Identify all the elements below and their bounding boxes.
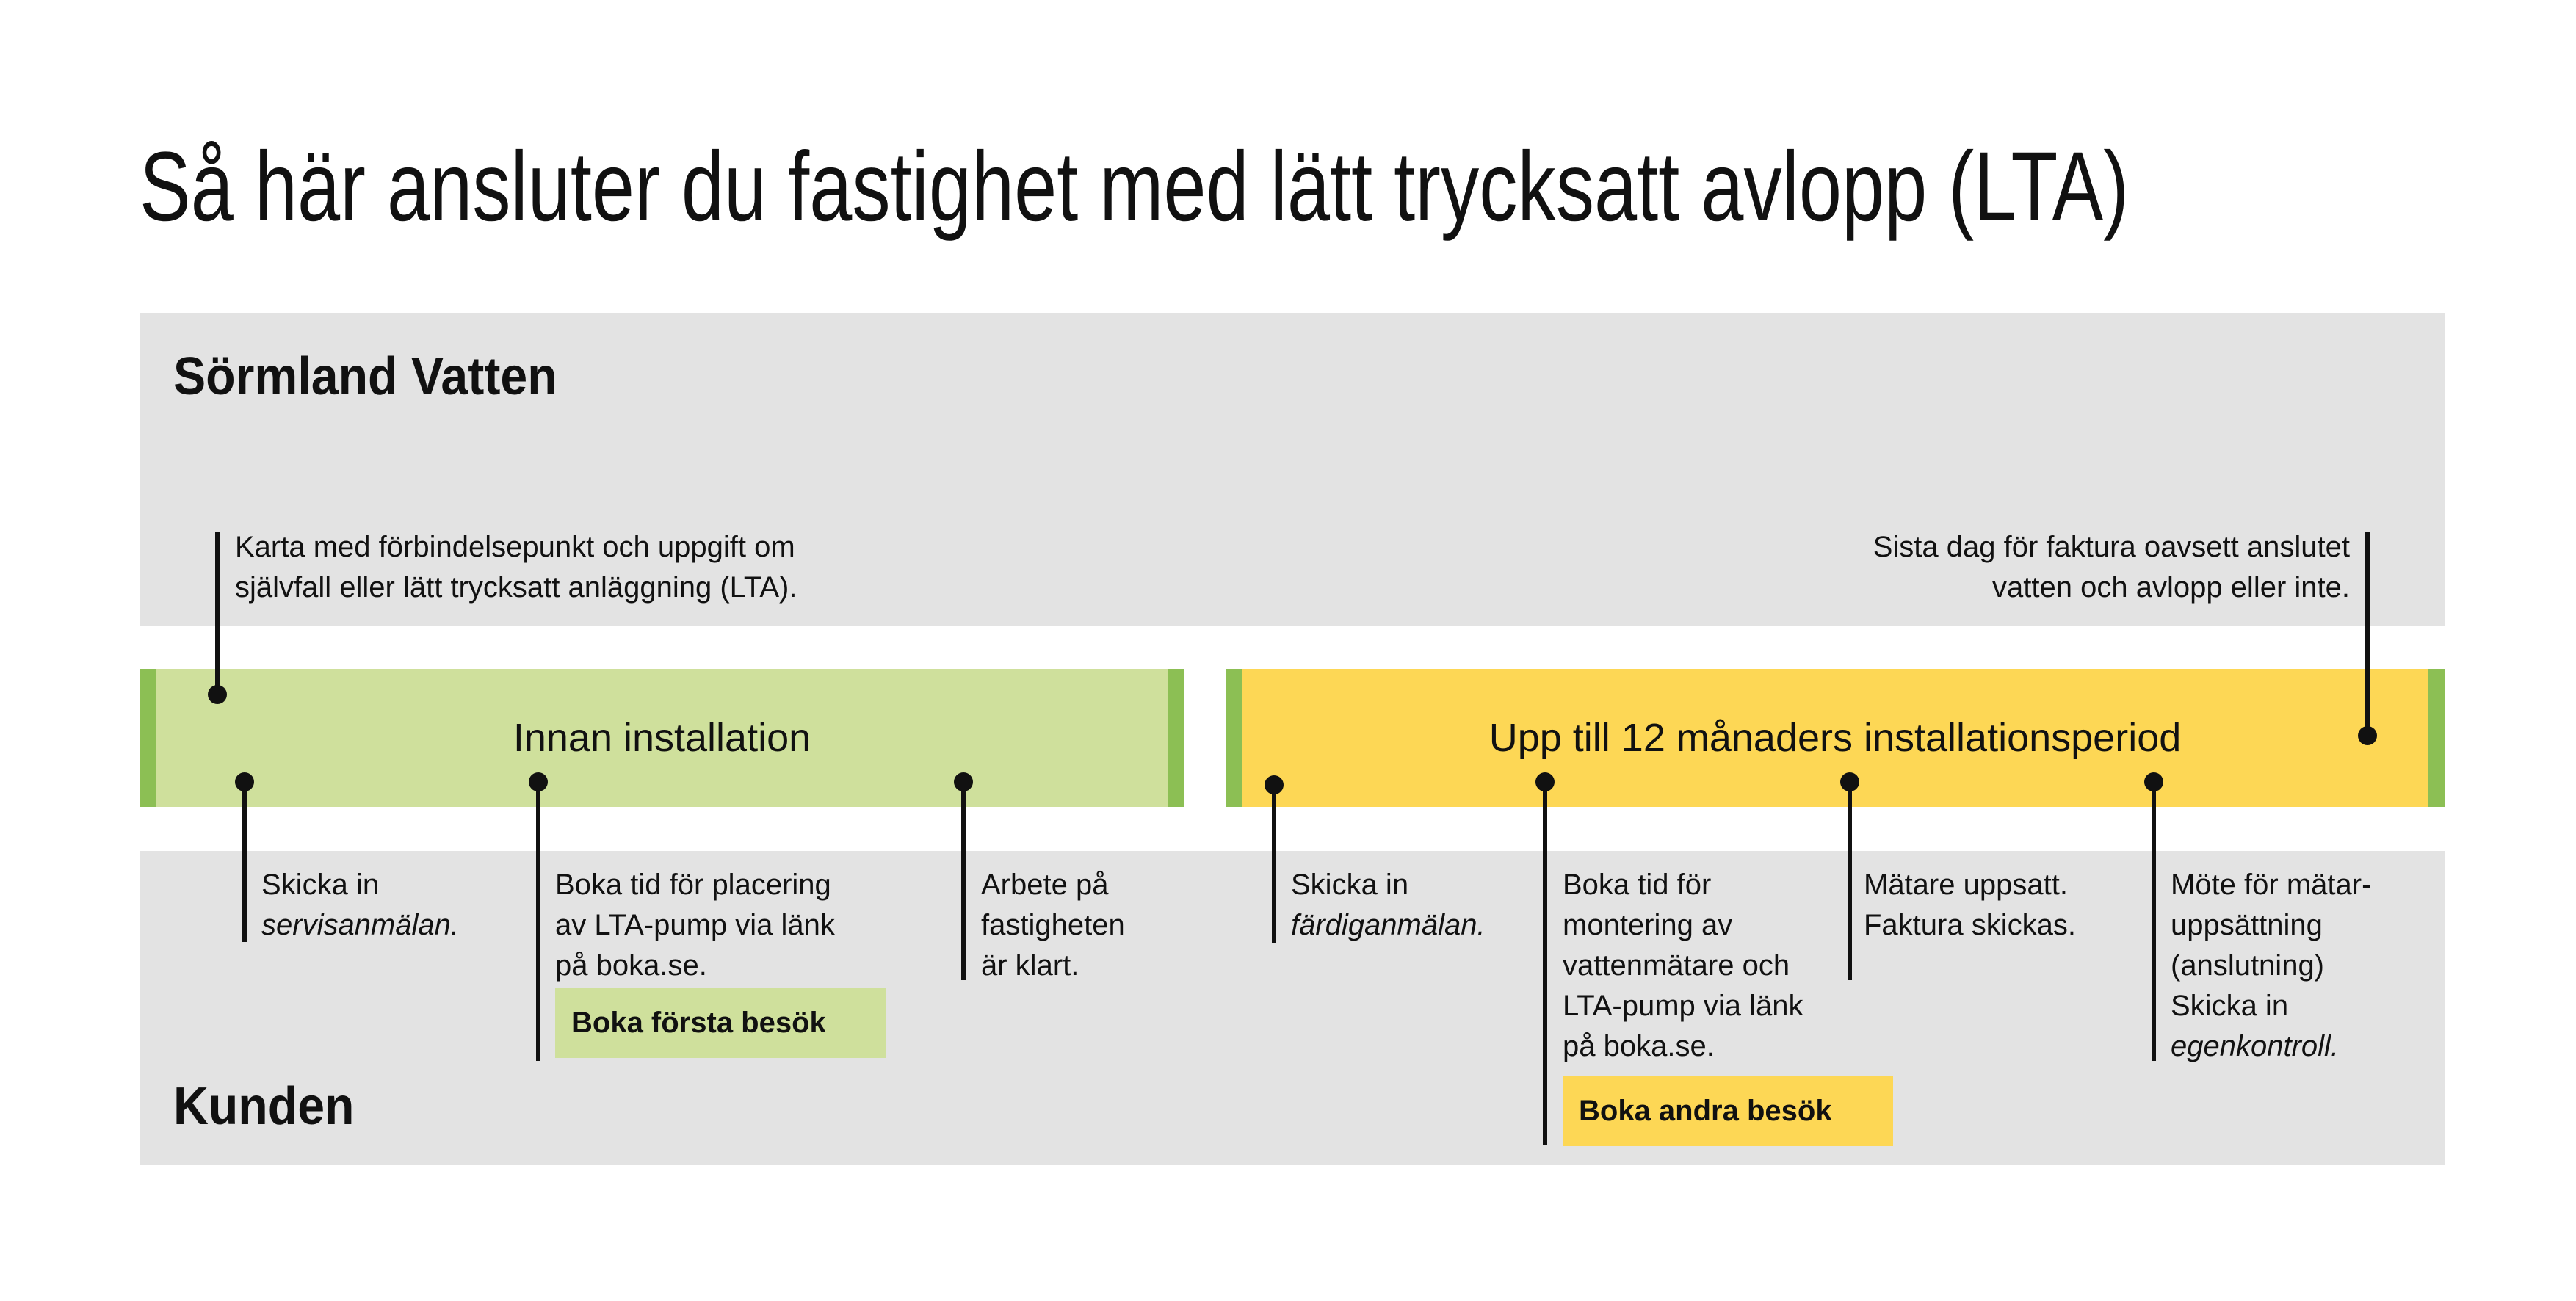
- marker-line-step-7: [2152, 782, 2156, 1061]
- phase-label-before: Innan installation: [513, 716, 811, 760]
- marker-dot-top-left: [208, 685, 227, 704]
- step-1-note: [261, 865, 459, 946]
- phase-cap-right: [1168, 669, 1184, 807]
- note-line: på boka.se.: [1563, 1030, 1715, 1062]
- marker-line-step-3: [961, 782, 966, 980]
- step-7-note: [2171, 865, 2371, 1067]
- note-line: Skicka in: [2171, 990, 2289, 1022]
- note-line: Möte för mätar-: [2171, 869, 2372, 901]
- note-line: fastigheten: [981, 909, 1125, 941]
- note-line: Sista dag för faktura oavsett anslutet: [1873, 531, 2350, 563]
- note-line: uppsättning: [2171, 909, 2323, 941]
- note-line: Karta med förbindelsepunkt och uppgift om: [235, 531, 795, 563]
- note-line: Skicka in: [261, 869, 380, 901]
- note-line: Faktura skickas.: [1864, 909, 2076, 941]
- note-line: självfall eller lätt trycksatt anläggning (LTA).: [235, 571, 797, 604]
- book-first-visit-button[interactable]: Boka första besök: [555, 988, 886, 1058]
- step-4-note: [1291, 865, 1486, 946]
- phase-label-during: Upp till 12 månaders installationsperiod: [1488, 716, 2182, 760]
- note-line: servisanmälan.: [261, 909, 460, 941]
- note-line: (anslutning): [2171, 949, 2325, 982]
- note-line: Arbete på: [981, 869, 1109, 901]
- marker-line-top-left: [215, 532, 220, 695]
- lane-label-bottom: Kunden: [173, 1077, 355, 1136]
- note-line: LTA-pump via länk: [1563, 990, 1803, 1022]
- phase-before-installation: [140, 669, 1184, 807]
- note-line: på boka.se.: [555, 949, 707, 982]
- note-top-right: [1689, 527, 2350, 608]
- note-line: egenkontroll.: [2171, 1030, 2340, 1062]
- note-top-left: [235, 527, 797, 608]
- step-3-note: [981, 865, 1125, 986]
- phase-cap-left: [140, 669, 156, 807]
- note-line: Skicka in: [1291, 869, 1409, 901]
- phase-installation-period: [1226, 669, 2445, 807]
- phase-cap-left: [1226, 669, 1242, 807]
- note-line: färdiganmälan.: [1291, 909, 1486, 941]
- note-line: Mätare uppsatt.: [1864, 869, 2068, 901]
- marker-line-step-5: [1543, 782, 1547, 1145]
- note-line: vattenmätare och: [1563, 949, 1790, 982]
- book-second-visit-button[interactable]: Boka andra besök: [1563, 1076, 1893, 1146]
- note-line: vatten och avlopp eller inte.: [1992, 571, 2350, 604]
- step-2-note: [555, 865, 835, 986]
- note-line: är klart.: [981, 949, 1079, 982]
- step-6-note: [1864, 865, 2076, 946]
- phase-cap-right: [2428, 669, 2445, 807]
- note-line: Boka tid för: [1563, 869, 1712, 901]
- note-line: Boka tid för placering: [555, 869, 831, 901]
- lane-label-top: Sörmland Vatten: [173, 347, 557, 406]
- note-line: montering av: [1563, 909, 1733, 941]
- marker-dot-top-right: [2358, 726, 2377, 745]
- marker-line-step-1: [242, 782, 247, 942]
- marker-line-step-6: [1848, 782, 1852, 980]
- note-line: av LTA-pump via länk: [555, 909, 835, 941]
- marker-line-step-4: [1272, 785, 1276, 943]
- marker-line-step-2: [536, 782, 540, 1061]
- marker-line-top-right: [2365, 532, 2370, 739]
- page-title: Så här ansluter du fastighet med lätt trycksatt avlopp (LTA): [140, 132, 2130, 242]
- step-5-note: [1563, 865, 1803, 1067]
